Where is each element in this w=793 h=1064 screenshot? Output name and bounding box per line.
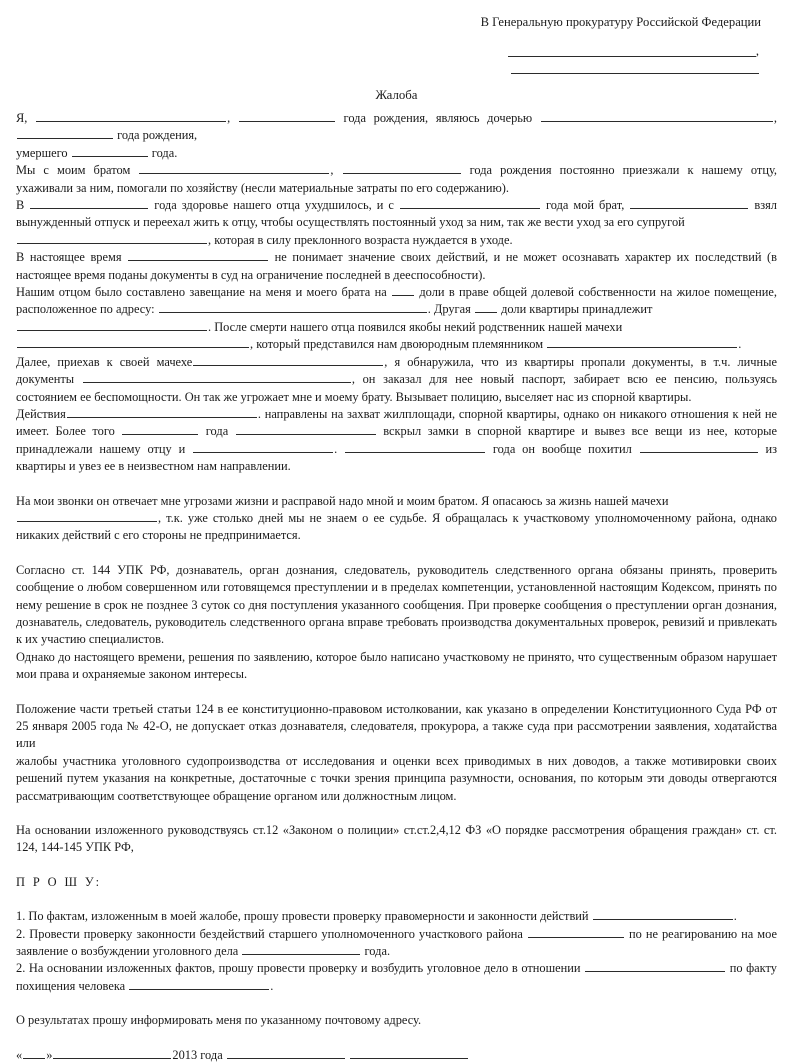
addressee-comma: , (755, 44, 759, 58)
blank-rule[interactable] (193, 442, 333, 453)
blank-rule[interactable] (17, 337, 249, 348)
blank-rule[interactable] (17, 511, 157, 522)
p5-text-g: . (738, 337, 742, 352)
blank-rule[interactable] (227, 1048, 345, 1059)
proshu-heading: П Р О Ш У: (16, 874, 102, 889)
paragraph-8 (16, 493, 777, 545)
p4-text-a: В настоящее время (16, 250, 122, 265)
p7-text-g: из квартиры и увез ее в неизвестном нам направлении. (16, 441, 778, 474)
p7-text-c: года (205, 424, 229, 439)
p2-text-c: года рождения постоянно приезжали к нашему отцу, ухаживали за ним, помогали по хозяйству (несли материальные затраты по его содержанию). (16, 163, 777, 195)
item2-text-b: по не реагированию на мое заявление о возбуждении уголовного дела (16, 926, 777, 959)
signature-close-quote: » (46, 1047, 53, 1062)
blank-rule[interactable] (236, 424, 376, 435)
blank-rule[interactable] (30, 198, 148, 209)
blank-rule[interactable] (193, 355, 383, 366)
signature-open-quote: « (16, 1047, 23, 1062)
p3-text-a: В (16, 198, 25, 213)
paragraph-10: Однако до настоящего времени, решения по заявлению, которое было написано участковому не принято, что существенным образом нарушает мои права и охраняемые законом интересы. (16, 649, 777, 682)
blank-rule[interactable] (83, 372, 351, 383)
blank-rule[interactable] (128, 250, 268, 261)
blank-rule[interactable] (53, 1048, 171, 1059)
paragraph-6 (16, 354, 777, 406)
blank-rule[interactable] (547, 337, 737, 348)
paragraph-1 (16, 110, 777, 162)
item2-text-c: года. (364, 944, 391, 959)
paragraph-5 (16, 284, 777, 354)
p5-text-e: . После смерти нашего отца появился якобы некий родственник нашей мачехи (208, 319, 623, 334)
request-item-2 (16, 926, 777, 961)
p5-text-c: . Другая (427, 302, 471, 317)
p5-text-d: доли квартиры принадлежит (501, 302, 653, 317)
paragraph-7 (16, 406, 777, 476)
blank-rule[interactable] (345, 442, 485, 453)
blank-rule[interactable] (541, 111, 773, 122)
p3-text-b: года здоровье нашего отца ухудшилось, и с (154, 198, 394, 213)
p3-text-e: , которая в силу преклонного возраста нуждается в уходе. (208, 232, 513, 247)
addressee-blank-row-2 (16, 57, 759, 74)
signature-line (16, 1047, 777, 1064)
item1-text-a: 1. По фактам, изложенным в моей жалобе, прошу провести проверку правомерности и законности действий (16, 909, 589, 924)
blank-rule[interactable] (475, 302, 497, 313)
p1-text-b: , (227, 111, 231, 125)
p7-text-b: . направлены на захват жилплощади, спорной квартиры, однако он никакого отношения к ней не имеет. Более того (16, 406, 777, 439)
blank-rule[interactable] (508, 45, 756, 57)
paragraph-13: На основании изложенного руководствуясь ст.12 «Законом о полиции» ст.ст.2,4,12 ФЗ «О порядке рассмотрения обращения граждан» ст. ст. 124, 144-145 УПК РФ, (16, 823, 777, 855)
page-title: Жалоба (375, 88, 418, 102)
item2-text-a: 2. Провести проверку законности бездействий старшего уполномоченного участкового района (16, 926, 523, 941)
p2-text-a: Мы с моим братом (16, 163, 131, 178)
blank-rule[interactable] (392, 285, 414, 296)
request-item-3 (16, 960, 777, 995)
p3-text-c: года мой брат, (545, 198, 625, 213)
p1-text-d: , (773, 111, 777, 125)
item3-text-a: 2. На основании изложенных фактов, прошу провести проверку и возбудить уголовное дело в отношении (16, 961, 581, 976)
blank-rule[interactable] (72, 146, 148, 157)
blank-rule[interactable] (129, 979, 269, 990)
blank-rule[interactable] (343, 163, 461, 174)
p7-text-f: года он вообще похитил (492, 441, 632, 456)
p8-text-b: , т.к. уже столько дней мы не знаем о ее судьбе. Я обращалась к участковому уполномоченному района, однако никаких действий с его стороны не предпринимается. (16, 510, 777, 543)
blank-rule[interactable] (640, 442, 758, 453)
p5-text-a: Нашим отцом было составлено завещание на меня и моего брата на (16, 285, 387, 300)
p6-text-b: , я обнаружила, что из квартиры пропали документы, в т.ч. личные документы (16, 354, 777, 387)
addressee-line: В Генеральную прокуратуру Российской Федерации (480, 15, 761, 29)
p2-text-b: , (330, 163, 334, 178)
p1-text-f: умершего (16, 145, 68, 160)
blank-rule[interactable] (17, 320, 207, 331)
p8-text-a: На мои звонки он отвечает мне угрозами жизни и расправой надо мной и моим братом. Я опасаюсь за жизнь нашей мачехи (16, 493, 669, 508)
blank-rule[interactable] (630, 198, 748, 209)
blank-rule[interactable] (400, 198, 540, 209)
paragraph-12: жалобы участника уголовного судопроизводства от исследования и оценки всех приводимых в них доводов, а также мотивировки своих решений путем указания на конкретные, достаточные с точки зрения принципа разумности, основания, по которым эти доводы отвергаются рассматривающим соответствующее обращение органом или должностным лицом. (16, 753, 777, 803)
blank-rule[interactable] (17, 233, 207, 244)
paragraph-3 (16, 197, 777, 249)
signature-year: 2013 года (172, 1047, 223, 1062)
result-notice: О результатах прошу информировать меня по указанному почтовому адресу. (16, 1013, 422, 1028)
item3-text-b: по факту похищения человека (16, 961, 777, 993)
p7-text-d: вскрыл замки в спорной квартире и вывез все вещи из нее, которые принадлежали нашему отцу и (16, 424, 777, 456)
blank-rule[interactable] (350, 1048, 468, 1059)
paragraph-9: Согласно ст. 144 УПК РФ, дознаватель, орган дознания, следователь, руководитель следственного органа обязаны принять, проверить сообщение о любом совершенном или готовящемся преступлении и в пределах компетенции, установленной настоящим Кодексом, принять по нему решение в срок не позднее 3 суток со дня поступления указанного сообщения. При проверке сообщения о преступлении орган дознания, дознаватель, следователь, руководитель следственного органа вправе требовать производства документальных проверок, ревизий и привлекать к их участию специалистов. (16, 562, 777, 647)
blank-rule[interactable] (122, 424, 198, 435)
blank-rule[interactable] (528, 927, 624, 938)
p4-text-b: не понимает значение своих действий, и не может осознавать характер их последствий (в настоящее время поданы документы в суд на ограничение последней в дееспособности). (16, 250, 777, 282)
request-item-1 (16, 908, 777, 925)
addressee-blank-lines (16, 40, 759, 74)
p7-text-e: . (334, 441, 338, 456)
addressee-blank-row-1 (16, 40, 759, 57)
document-body (16, 110, 777, 1064)
paragraph-2 (16, 162, 777, 197)
blank-rule[interactable] (67, 407, 257, 418)
p1-text-a: Я, (16, 111, 28, 125)
p1-text-e: года рождения, (117, 128, 198, 143)
p1-text-g: года. (151, 145, 178, 160)
p5-text-f: , который представился нам двоюродным племянником (250, 337, 544, 352)
p7-text-a: Действия (16, 406, 66, 421)
paragraph-11: Положение части третьей статьи 124 в ее конституционно-правовом истолковании, как указано в определении Конституционного Суда РФ от 25 января 2005 года № 42-О, не допускает отказ дознавателя, следователя, прокурора, а также суда при рассмотрении заявления, ходатайства или (16, 701, 777, 751)
p6-text-a: Далее, приехав к своей мачехе (16, 354, 193, 369)
blank-rule[interactable] (159, 302, 427, 313)
blank-rule[interactable] (17, 128, 113, 139)
paragraph-4 (16, 249, 777, 284)
blank-rule[interactable] (239, 111, 335, 122)
p3-text-d: взял вынужденный отпуск и переехал жить к отцу, чтобы осуществлять постоянный уход за ним, так же вести уход за его супругой (16, 198, 777, 230)
p1-text-c: года рождения, являюсь дочерью (343, 111, 533, 125)
p6-text-c: , он заказал для нее новый паспорт, забирает всю ее пенсию, пользуясь состоянием ее беспомощности. Он так же угрожает мне и моему брату. Вызывает полицию, выселяет нас из спорной квартиры. (16, 372, 777, 404)
blank-rule[interactable] (139, 163, 329, 174)
blank-rule[interactable] (593, 909, 733, 920)
item1-text-b: . (733, 909, 737, 924)
blank-rule[interactable] (36, 111, 226, 122)
blank-rule[interactable] (585, 961, 725, 972)
item3-text-c: . (270, 978, 274, 993)
blank-rule[interactable] (23, 1048, 45, 1059)
p5-text-b: доли в праве общей долевой собственности на жилое помещение, расположенное по адресу: (16, 285, 777, 317)
blank-rule[interactable] (242, 944, 360, 955)
blank-rule[interactable] (511, 62, 759, 74)
